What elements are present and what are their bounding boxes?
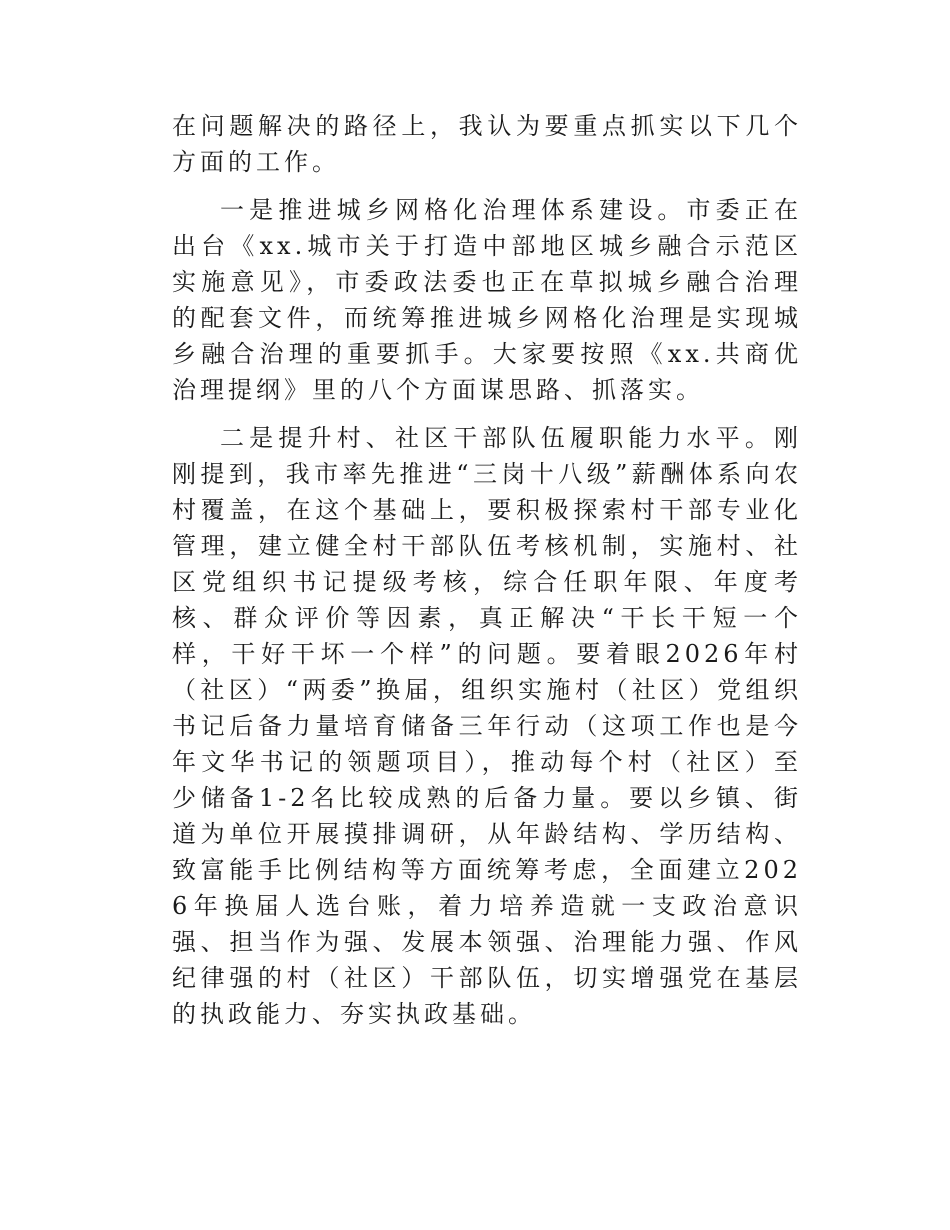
paragraph-point-two: 二是提升村、社区干部队伍履职能力水平。刚刚提到，我市率先推进“三岗十八级”薪酬体系向农村覆盖，在这个基础上，要积极探索村干部专业化管理，建立健全村干部队伍考核机制，实施村、社区党组织书记提级考核，综合任职年限、年度考核、群众评价等因素，真正解决“干长干短一个样，干好干坏一个样”的问题。要着眼2026年村（社区）“两委”换届，组织实施村（社区）党组织书记后备力量培育储备三年行动（这项工作也是今年文华书记的领题项目），推动每个村（社区）至少储备1-2名比较成熟的后备力量。要以乡镇、街道为单位开展摸排调研，从年龄结构、学历结构、致富能手比例结构等方面统筹考虑，全面建立2026年换届人选台账，着力培养造就一支政治意识强、担当作为强、发展本领强、治理能力强、作风纪律强的村（社区）干部队伍，切实增强党在基层的执政能力、夯实执政基础。 <box>172 424 802 1028</box>
document-page <box>172 108 802 1032</box>
paragraph-point-one: 一是推进城乡网格化治理体系建设。市委正在出台《xx.城市关于打造中部地区城乡融合示范区实施意见》，市委政法委也正在草拟城乡融合治理的配套文件，而统筹推进城乡网格化治理是实现城乡融合治理的重要抓手。大家要按照《xx.共商优治理提纲》里的八个方面谋思路、抓落实。 <box>172 196 802 404</box>
paragraph-intro: 在问题解决的路径上，我认为要重点抓实以下几个方面的工作。 <box>172 112 802 176</box>
